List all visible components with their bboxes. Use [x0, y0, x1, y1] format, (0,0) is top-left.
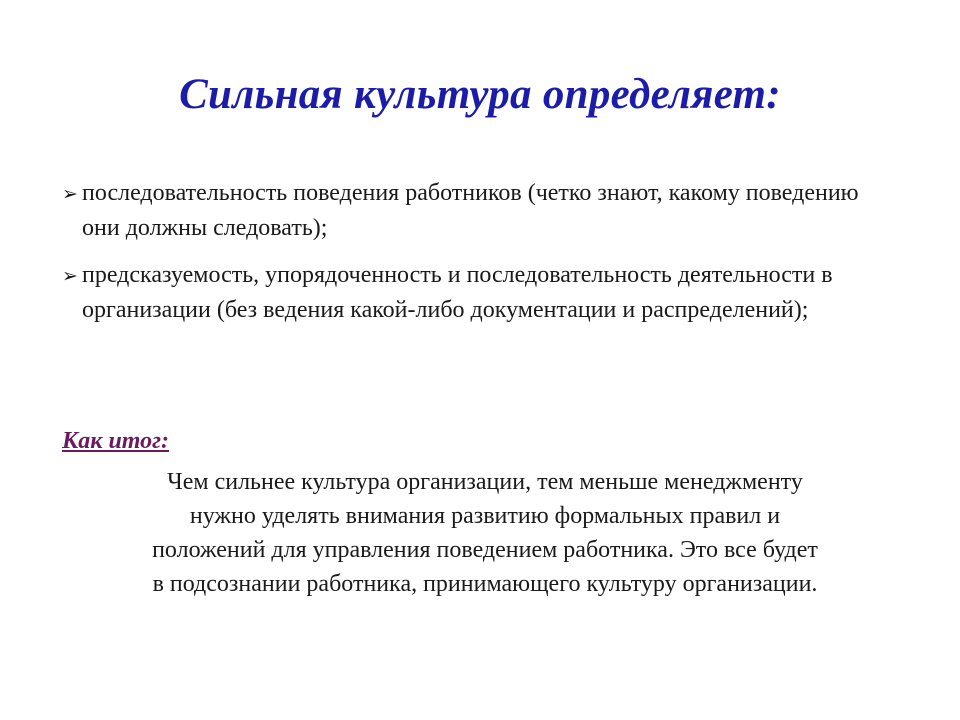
slide-title: Сильная культура определяет:	[179, 71, 781, 118]
summary-line: Чем сильнее культура организации, тем меньше менеджменту	[167, 469, 803, 495]
bullet-text: предсказуемость, упорядоченность и последовательность деятельности в организации (без ведения какой-либо документации и распределений);	[82, 262, 833, 323]
arrowhead-bullet-icon: ➢	[62, 183, 78, 205]
summary-line: положений для управления поведением работника. Это все будет	[152, 537, 818, 563]
summary-line: нужно уделять внимания развитию формальных правил и	[189, 503, 781, 529]
bullet-item	[62, 176, 902, 245]
summary-line: в подсознании работника, принимающего культуру организации.	[152, 571, 818, 597]
summary-label: Как итог:	[62, 428, 169, 454]
bullet-text: последовательность поведения работников (четко знают, какому поведению они должны следовать);	[82, 180, 859, 241]
summary-paragraph	[70, 465, 900, 601]
arrowhead-bullet-icon: ➢	[62, 265, 78, 287]
bullet-item	[62, 258, 902, 327]
bullet-list	[62, 176, 902, 340]
